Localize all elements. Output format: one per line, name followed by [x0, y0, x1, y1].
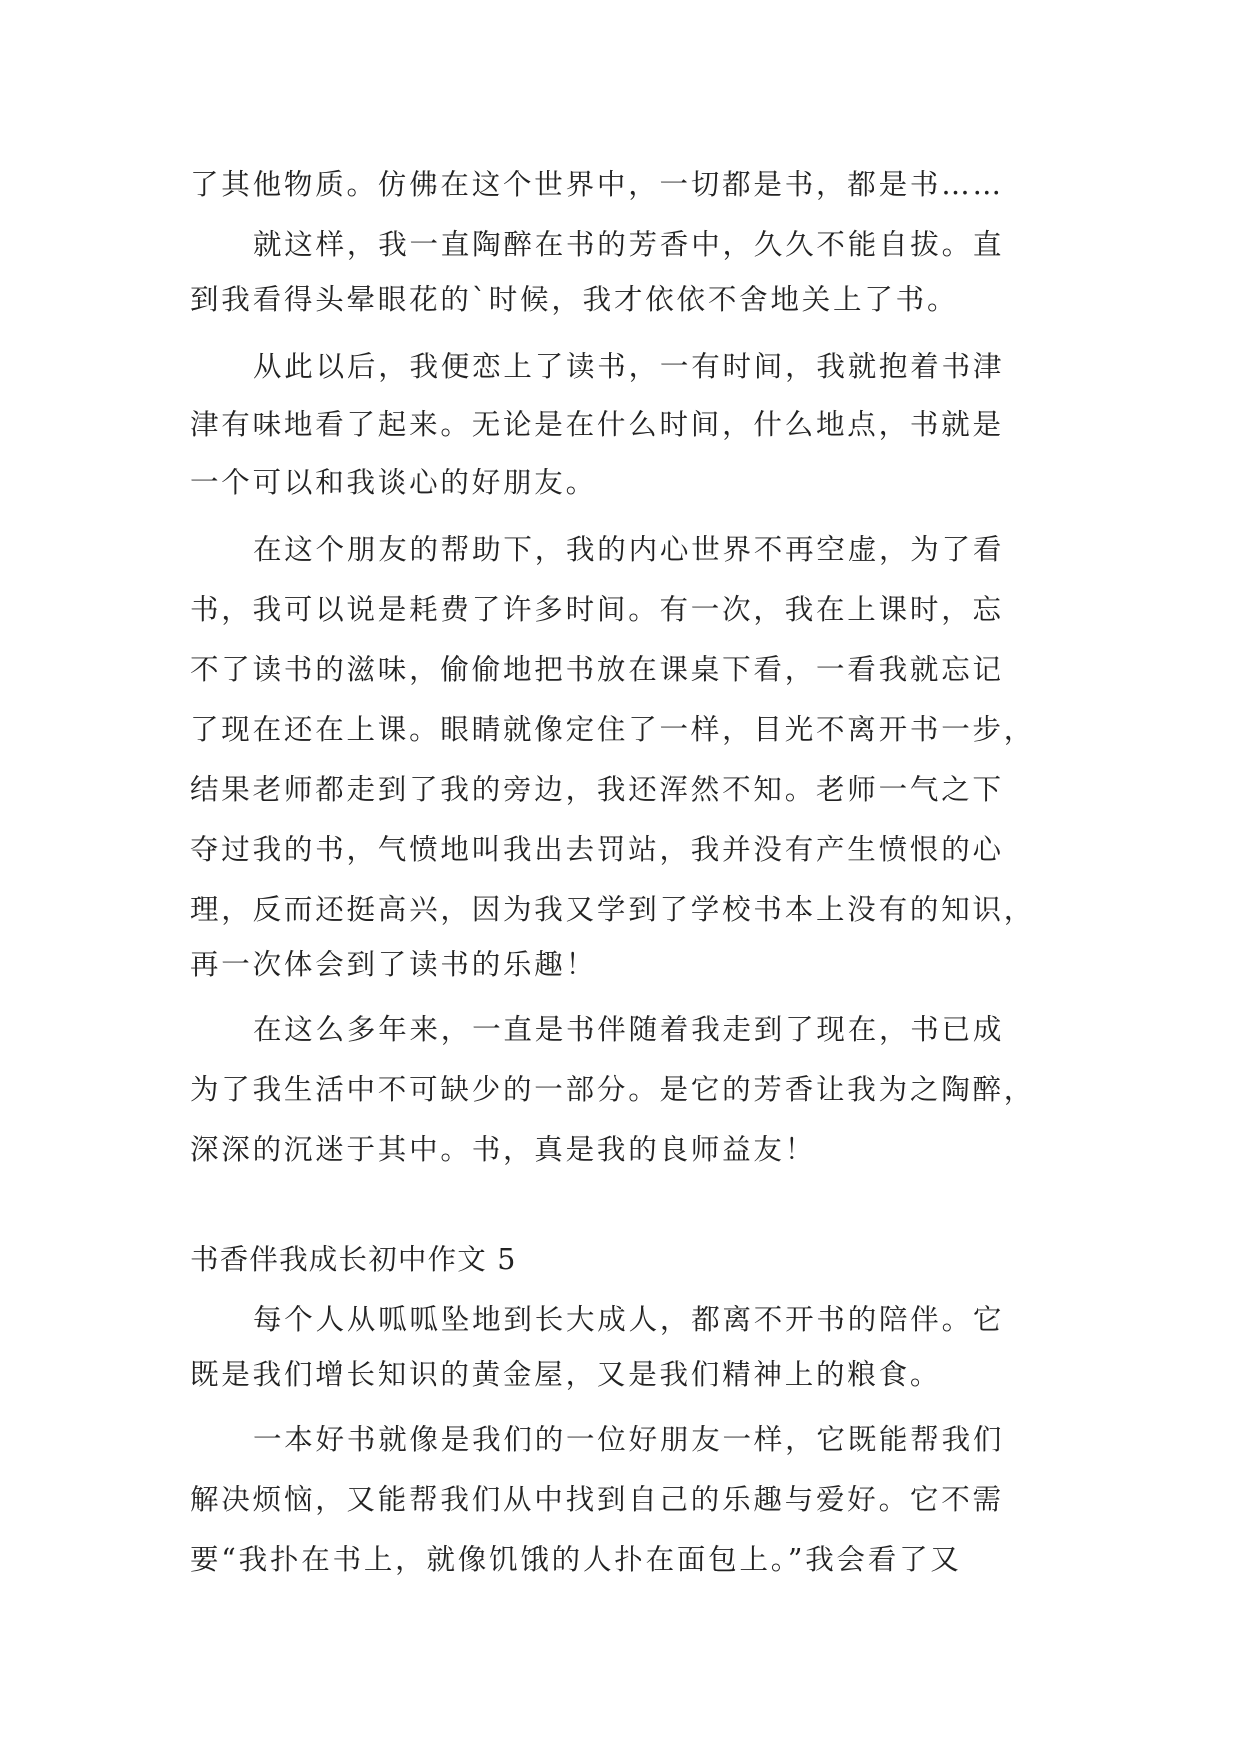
text-line: 要“我扑在书上，就像饥饿的人扑在面包上。”我会看了又 [190, 1543, 962, 1576]
text-line: 一个可以和我谈心的好朋友。 [190, 466, 597, 499]
paragraph-start-line: 每个人从呱呱坠地到长大成人，都离不开书的陪伴。它 [253, 1303, 1005, 1336]
text-line: 深深的沉迷于其中。书，真是我的良师益友！ [190, 1133, 817, 1166]
paragraph-start-line: 从此以后，我便恋上了读书，一有时间，我就抱着书津 [253, 350, 1005, 383]
text-line: 了其他物质。仿佛在这个世界中，一切都是书，都是书…… [190, 168, 1004, 201]
text-line: 书，我可以说是耗费了许多时间。有一次，我在上课时，忘 [190, 593, 1004, 626]
text-line: 津有味地看了起来。无论是在什么时间，什么地点，书就是 [190, 408, 1004, 441]
section-heading: 书香伴我成长初中作文 5 [190, 1243, 517, 1276]
text-line: 不了读书的滋味，偷偷地把书放在课桌下看，一看我就忘记 [190, 653, 1004, 686]
text-line: 再一次体会到了读书的乐趣！ [190, 948, 597, 981]
text-line: 既是我们增长知识的黄金屋，又是我们精神上的粮食。 [190, 1358, 942, 1391]
text-line: 夺过我的书，气愤地叫我出去罚站，我并没有产生愤恨的心 [190, 833, 1004, 866]
paragraph-start-line: 在这个朋友的帮助下，我的内心世界不再空虚，为了看 [253, 533, 1005, 566]
text-line: 为了我生活中不可缺少的一部分。是它的芳香让我为之陶醉， [190, 1073, 1036, 1106]
paragraph-start-line: 在这么多年来，一直是书伴随着我走到了现在，书已成 [253, 1013, 1005, 1046]
text-line: 结果老师都走到了我的旁边，我还浑然不知。老师一气之下 [190, 773, 1004, 806]
paragraph-start-line: 就这样，我一直陶醉在书的芳香中，久久不能自拔。直 [253, 228, 1005, 261]
text-line: 到我看得头晕眼花的`时候，我才依依不舍地关上了书。 [190, 283, 959, 316]
paragraph-start-line: 一本好书就像是我们的一位好朋友一样，它既能帮我们 [253, 1423, 1005, 1456]
text-line: 了现在还在上课。眼睛就像定住了一样，目光不离开书一步， [190, 713, 1036, 746]
text-line: 理，反而还挺高兴，因为我又学到了学校书本上没有的知识， [190, 893, 1036, 926]
text-line: 解决烦恼，又能帮我们从中找到自己的乐趣与爱好。它不需 [190, 1483, 1004, 1516]
